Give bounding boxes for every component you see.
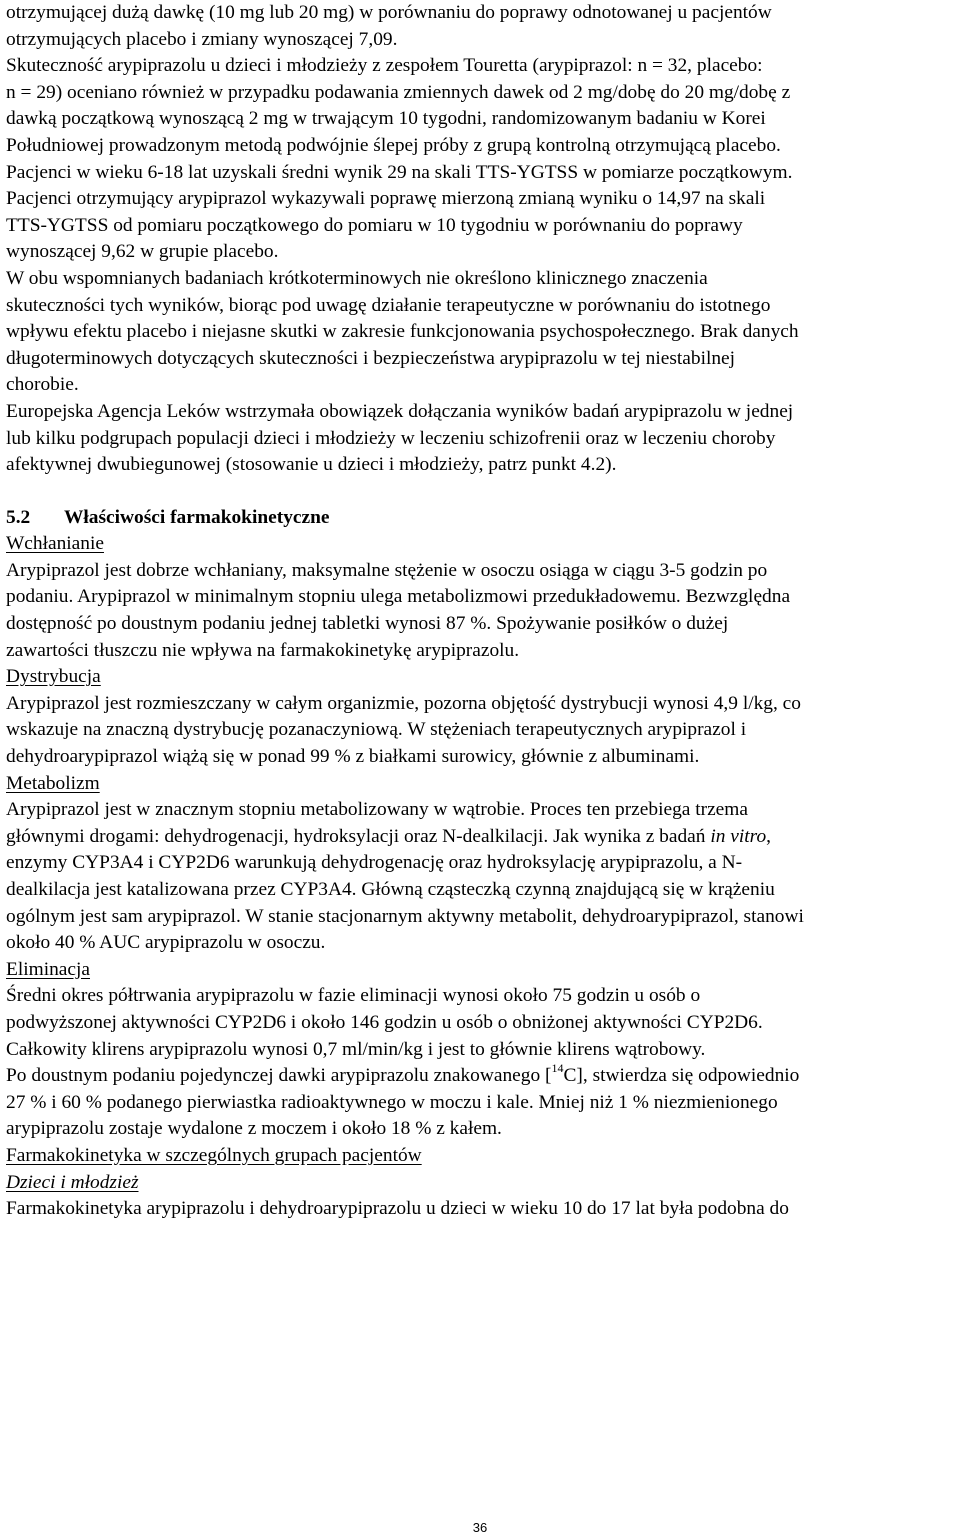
metabolism-heading: Metabolizm — [6, 772, 100, 794]
document-page — [6, 0, 956, 1223]
text-line: zawartości tłuszczu nie wpływa na farmakokinetykę arypiprazolu. — [6, 639, 520, 661]
text-line: Arypiprazol jest w znacznym stopniu metabolizowany w wątrobie. Proces ten przebiega trzema — [6, 799, 748, 821]
elimination-section — [6, 957, 956, 1037]
text-line-part: Po doustnym podaniu pojedynczej dawki arypiprazolu znakowanego [ — [6, 1065, 552, 1087]
text-line: skuteczności tych wyników, biorąc pod uwagę działanie terapeutyczne w porównaniu do istotnego — [6, 294, 771, 316]
text-line: dawką początkową wynoszącą 2 mg w trwającym 10 tygodni, randomizowanym badaniu w Korei — [6, 108, 766, 130]
children-section — [6, 1170, 956, 1223]
italic-term: in vitro — [710, 825, 767, 847]
text-line: około 40 % AUC arypiprazolu w osoczu. — [6, 932, 326, 954]
text-line: dealkilacja jest katalizowana przez CYP3A4. Główną cząsteczką czynną znajdującą się w krążeniu — [6, 879, 775, 900]
distribution-heading: Dystrybucja — [6, 666, 101, 688]
text-line: Pacjenci w wieku 6-18 lat uzyskali średni wynik 29 na skali TTS-YGTSS w pomiarze początkowym. — [6, 161, 793, 183]
text-line: enzymy CYP3A4 i CYP2D6 warunkują dehydrogenację oraz hydroksylację arypiprazolu, a N- — [6, 852, 743, 874]
text-line: Południowej prowadzonym metodą podwójnie ślepej próby z grupą kontrolną otrzymującą placebo. — [6, 134, 781, 156]
elimination-heading: Eliminacja — [6, 958, 90, 980]
text-line-part: C], stwierdza się odpowiednio — [563, 1065, 800, 1087]
text-line: afektywnej dwubiegunowej (stosowanie u dzieci i młodzieży, patrz punkt 4.2). — [6, 454, 617, 476]
text-line: otrzymującej dużą dawkę (10 mg lub 20 mg) w porównaniu do poprawy odnotowanej u pacjentów — [6, 2, 772, 23]
special-groups-heading-block — [6, 1143, 956, 1170]
text-line: otrzymujących placebo i zmiany wynoszącej 7,09. — [6, 28, 398, 50]
absorption-section — [6, 531, 956, 664]
text-line: dostępność po doustnym podaniu jednej tabletki wynosi 87 %. Spożywanie posiłków o dużej — [6, 613, 729, 635]
text-line: długoterminowych dotyczących skuteczności i bezpieczeństwa arypiprazolu w tej niestabilnej — [6, 347, 736, 369]
text-line: wskazuje na znaczną dystrybucję pozanaczyniową. W stężeniach terapeutycznych arypiprazol i — [6, 719, 747, 741]
intro-paragraph — [6, 0, 956, 53]
clearance-paragraph — [6, 1037, 956, 1064]
isotope-superscript: 14 — [551, 1061, 564, 1076]
distribution-section — [6, 664, 956, 770]
text-line: Arypiprazol jest rozmieszczany w całym organizmie, pozorna objętość dystrybucji wynosi 4,9 l/kg, co — [6, 692, 801, 714]
tourette-paragraph — [6, 53, 956, 266]
page-number: 36 — [472, 1520, 488, 1535]
text-line: Całkowity klirens arypiprazolu wynosi 0,7 ml/min/kg i jest to głównie klirens wątrobowy. — [6, 1038, 706, 1060]
text-line: Arypiprazol jest dobrze wchłaniany, maksymalne stężenie w osoczu osiąga w ciągu 3-5 godzin po — [6, 559, 768, 581]
section-title: Właściwości farmakokinetyczne — [64, 506, 330, 528]
text-line: chorobie. — [6, 374, 79, 396]
text-line-part: , — [766, 825, 772, 847]
text-line: Średni okres półtrwania arypiprazolu w fazie eliminacji wynosi około 75 godzin u osób o — [6, 985, 701, 1007]
text-line: podwyższonej aktywności CYP2D6 i około 146 godzin u osób o obniżonej aktywności CYP2D6. — [6, 1011, 763, 1033]
special-groups-heading: Farmakokinetyka w szczególnych grupach pacjentów — [6, 1144, 422, 1166]
text-line: Skuteczność arypiprazolu u dzieci i młodzieży z zespołem Touretta (arypiprazol: n = 32, placebo: — [6, 55, 763, 77]
text-line: wpływu efektu placebo i niejasne skutki w zakresie funkcjonowania psychospołecznego. Brak danych — [6, 321, 799, 343]
text-line: ogólnym jest sam arypiprazol. W stanie stacjonarnym aktywny metabolit, dehydroarypiprazol, stanowi — [6, 905, 804, 927]
children-heading: Dzieci i młodzież — [6, 1171, 139, 1193]
text-line: W obu wspomnianych badaniach krótkoterminowych nie określono klinicznego znaczenia — [6, 267, 708, 289]
text-line: dehydroarypiprazol wiążą się w ponad 99 % z białkami surowicy, głównie z albuminami. — [6, 746, 700, 768]
metabolism-section — [6, 771, 956, 957]
text-line: n = 29) oceniano również w przypadku podawania zmiennych dawek od 2 mg/dobę do 20 mg/dobę z — [6, 81, 791, 103]
radiolabel-paragraph — [6, 1063, 956, 1143]
text-line: Pacjenci otrzymujący arypiprazol wykazywali poprawę mierzoną zmianą wyniku o 14,97 na skali — [6, 188, 766, 210]
short-term-paragraph — [6, 266, 956, 399]
text-line: Farmakokinetyka arypiprazolu i dehydroarypiprazolu u dzieci w wieku 10 do 17 lat była podobna do — [6, 1198, 789, 1220]
text-line: podaniu. Arypiprazol w minimalnym stopniu ulega metabolizmowi przedukładowemu. Bezwzględna — [6, 586, 791, 608]
absorption-heading: Wchłanianie — [6, 533, 104, 555]
text-line: 27 % i 60 % podanego pierwiastka radioaktywnego w moczu i kale. Mniej niż 1 % niezmienionego — [6, 1091, 778, 1113]
text-line: lub kilku podgrupach populacji dzieci i młodzieży w leczeniu schizofrenii oraz w leczeniu choroby — [6, 427, 776, 449]
section-heading — [6, 505, 956, 532]
ema-paragraph — [6, 399, 956, 479]
text-line: arypiprazolu zostaje wydalone z moczem i około 18 % z kałem. — [6, 1118, 502, 1140]
text-line: Europejska Agencja Leków wstrzymała obowiązek dołączania wyników badań arypiprazolu w jednej — [6, 400, 794, 422]
text-line: TTS-YGTSS od pomiaru początkowego do pomiaru w 10 tygodniu w porównaniu do poprawy — [6, 214, 743, 236]
section-number: 5.2 — [6, 506, 31, 528]
text-line-part: głównymi drogami: dehydrogenacji, hydroksylacji oraz N-dealkilacji. Jak wynika z badań — [6, 825, 711, 847]
text-line: wynoszącej 9,62 w grupie placebo. — [6, 241, 279, 263]
